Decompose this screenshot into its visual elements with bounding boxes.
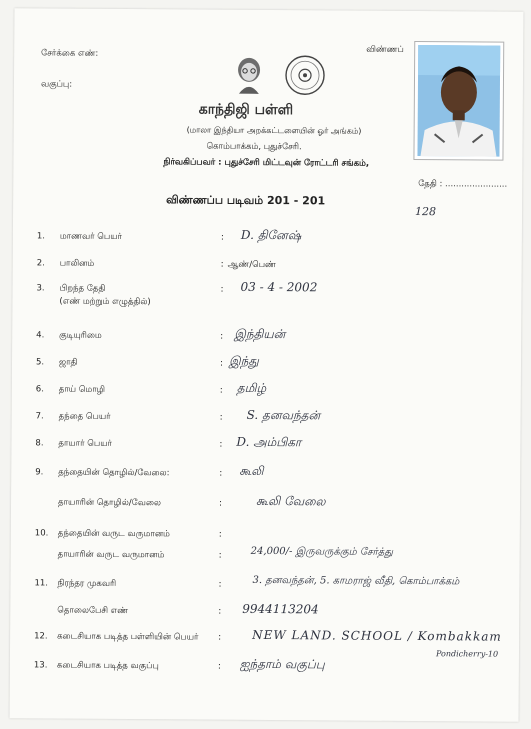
field-number: 6. xyxy=(35,384,44,395)
field-handwritten-value: D. தினேஷ் xyxy=(240,227,302,243)
field-number: 8. xyxy=(35,438,44,449)
field-label: குடியுரிமை xyxy=(59,330,102,341)
field-number: 5. xyxy=(35,357,45,368)
field-label: ஜாதி xyxy=(58,357,78,368)
field-number: 1. xyxy=(36,231,46,242)
field-label: கடைசியாக படித்த பள்ளியின் பெயர் xyxy=(57,631,199,643)
application-number-label: விண்ணப் xyxy=(366,44,404,55)
field-colon: : xyxy=(220,259,224,270)
field-number: 11. xyxy=(34,578,49,589)
class-label: வகுப்பு: xyxy=(40,79,73,90)
field-number: 9. xyxy=(35,467,44,478)
field-colon: : xyxy=(218,606,222,617)
rotary-club-emblem xyxy=(284,54,326,96)
field-handwritten-value: ஆண்/பெண் xyxy=(227,259,276,271)
field-handwritten-value: இந்து xyxy=(228,353,259,368)
field-number: 10. xyxy=(34,528,49,539)
field-label: மாணவர் பெயர் xyxy=(59,231,122,242)
field-colon: : xyxy=(219,468,223,479)
field-label: தாயார் பெயர் xyxy=(58,438,113,449)
field-colon: : xyxy=(218,529,222,540)
field-label: தந்தையின் வருட வருமானம் xyxy=(57,528,170,540)
field-label: தாயாரின் வருட வருமானம் xyxy=(57,549,165,561)
field-handwritten-value: இந்தியன் xyxy=(234,326,286,342)
field-handwritten-value: கூலி வேலை xyxy=(256,493,326,509)
date-field: தேதி : ....................... xyxy=(418,179,508,190)
field-label: கடைசியாக படித்த வகுப்பு xyxy=(56,660,159,672)
field-label: பாலினம் xyxy=(59,258,95,269)
serial-number: 128 xyxy=(415,205,437,219)
field-label: தாய் மொழி xyxy=(58,384,106,395)
field-handwritten-value: கூலி xyxy=(239,463,264,478)
field-handwritten-value: 03 - 4 - 2002 xyxy=(240,279,318,295)
field-number: 13. xyxy=(33,660,48,671)
field-colon: : xyxy=(217,661,221,672)
admission-number-label: சேர்க்கை எண்: xyxy=(41,48,99,59)
school-name: காந்திஜி பள்ளி xyxy=(198,101,294,119)
field-label: தந்தையின் தொழில்/வேலை: xyxy=(58,467,170,479)
field-number: 7. xyxy=(35,411,44,422)
student-photo xyxy=(413,41,504,161)
field-handwritten-value: ஐந்தாம் வகுப்பு xyxy=(239,656,325,672)
field-number: 12. xyxy=(34,631,48,642)
field-colon: : xyxy=(218,632,222,643)
field-number: 2. xyxy=(36,258,45,269)
field-sublabel: (எண் மற்றும் எழுத்தில்) xyxy=(59,296,151,308)
field-handwritten-value: 24,000/- இருவருக்கும் சேர்த்து xyxy=(250,545,393,558)
field-handwritten-value: S. தனவந்தன் xyxy=(246,407,321,423)
field-label: தந்தை பெயர் xyxy=(58,411,111,422)
gandhi-portrait-logo xyxy=(230,54,268,94)
field-colon: : xyxy=(219,358,224,369)
field-colon: : xyxy=(218,498,223,509)
field-label: தொலைபேசி எண் xyxy=(57,605,129,617)
field-number: 3. xyxy=(36,283,45,294)
field-handwritten-value: 3. தனவந்தன், 5. காமராஜ் வீதி, கொம்பாக்கம் xyxy=(252,574,460,588)
field-handwritten-value: D. அம்பிகா xyxy=(236,434,302,450)
address-line: கொம்பாக்கம், புதுச்சேரி. xyxy=(206,141,302,153)
field-label: நிரந்தர முகவரி xyxy=(57,578,117,589)
field-handwritten-value: தமிழ் xyxy=(236,380,267,395)
trust-line: (மாலா இந்தியா அறக்கட்டளையின் ஓர் அங்கம்) xyxy=(186,125,362,136)
field-number: 4. xyxy=(36,330,45,341)
application-form-sheet xyxy=(10,8,524,722)
form-title: விண்ணப்ப படிவம் 201 - 201 xyxy=(166,193,326,208)
field-colon: : xyxy=(220,232,224,243)
field-colon: : xyxy=(220,284,224,295)
field-colon: : xyxy=(220,331,224,342)
previous-school-city: Pondicherry-10 xyxy=(435,649,499,659)
field-handwritten-value: NEW LAND. SCHOOL / Kombakkam xyxy=(252,627,502,644)
administrator-line: நிர்வகிப்பவர் : புதுச்சேரி மிட்டவுன் ரோட்டரி சங்கம், xyxy=(163,157,370,169)
field-colon: : xyxy=(218,579,222,590)
field-colon: : xyxy=(219,412,223,423)
field-handwritten-value: 9944113204 xyxy=(242,601,319,617)
field-label: பிறந்த தேதி xyxy=(59,283,106,294)
field-colon: : xyxy=(218,550,222,561)
field-label: தாயாரின் தொழில்/வேலை xyxy=(57,497,161,509)
field-colon: : xyxy=(219,385,223,396)
field-colon: : xyxy=(219,439,223,450)
